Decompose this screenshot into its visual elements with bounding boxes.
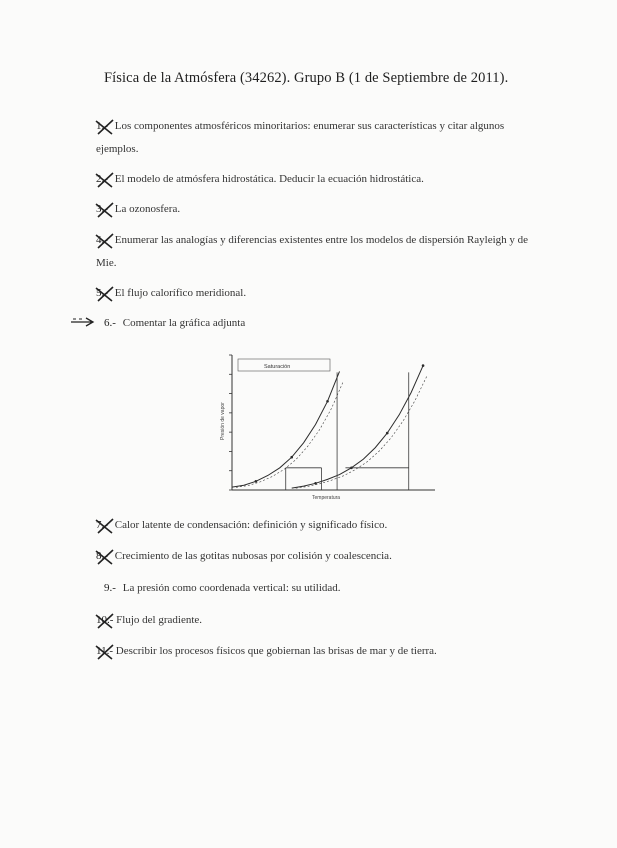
question-3	[96, 198, 546, 221]
question-text: Crecimiento de las gotitas nubosas por colisión y coalescencia.	[114, 550, 392, 562]
question-7	[96, 514, 546, 537]
question-number: 7.-	[96, 519, 108, 531]
question-number: 9.-	[104, 582, 116, 594]
question-text: La presión como coordenada vertical: su utilidad.	[122, 582, 341, 594]
data-point	[314, 482, 317, 485]
arrow-icon	[70, 317, 96, 327]
data-point	[422, 364, 425, 367]
series-dashed-curva-izquierda	[236, 381, 344, 487]
question-number: 11.-	[96, 645, 114, 657]
y-axis-label: Presión de vapor	[220, 402, 226, 440]
question-number: 6.-	[104, 317, 116, 329]
exam-title: Física de la Atmósfera (34262). Grupo B (1 de Septiembre de 2011).	[104, 70, 509, 86]
question-8	[96, 545, 546, 568]
question-text: Comentar la gráfica adjunta	[122, 317, 246, 329]
question-text: El flujo calorífico meridional.	[114, 287, 247, 299]
question-text: Los componentes atmosféricos minoritarios: enumerar sus características y citar algunos ejemplos.	[96, 120, 505, 155]
question-11	[96, 640, 546, 663]
question-number: 1.-	[96, 120, 108, 132]
chart-svg	[200, 345, 445, 505]
data-point	[326, 400, 329, 403]
question-number: 5.-	[96, 287, 108, 299]
question-number: 8.-	[96, 550, 108, 562]
question-text: Flujo del gradiente.	[116, 614, 203, 626]
question-number: 2.-	[96, 173, 108, 185]
question-text: Enumerar las analogías y diferencias existentes entre los modelos de dispersión Rayleigh y de Mie.	[96, 234, 529, 269]
legend-label: Saturación	[264, 364, 291, 370]
data-point	[290, 456, 293, 459]
question-text: Calor latente de condensación: definición y significado físico.	[114, 519, 388, 531]
question-2	[96, 168, 546, 191]
vapor-pressure-chart	[200, 345, 445, 505]
series-dashed-curva-derecha	[296, 376, 427, 489]
question-number: 10.-	[96, 614, 114, 626]
question-5	[96, 282, 546, 305]
data-point	[255, 480, 258, 483]
question-4	[96, 229, 546, 275]
question-6	[104, 312, 554, 335]
x-axis-label: Temperatura	[312, 495, 341, 501]
series-line-curva-derecha	[292, 366, 423, 489]
question-text: La ozonosfera.	[114, 203, 181, 215]
question-text: El modelo de atmósfera hidrostática. Deducir la ecuación hidrostática.	[114, 173, 424, 185]
question-text: Describir los procesos físicos que gobiernan las brisas de mar y de tierra.	[115, 645, 437, 657]
plot-area	[232, 364, 427, 490]
data-point	[386, 432, 389, 435]
question-10	[96, 609, 546, 632]
question-1	[96, 115, 546, 161]
question-9	[104, 577, 554, 600]
question-number: 3.-	[96, 203, 108, 215]
question-number: 4.-	[96, 234, 108, 246]
